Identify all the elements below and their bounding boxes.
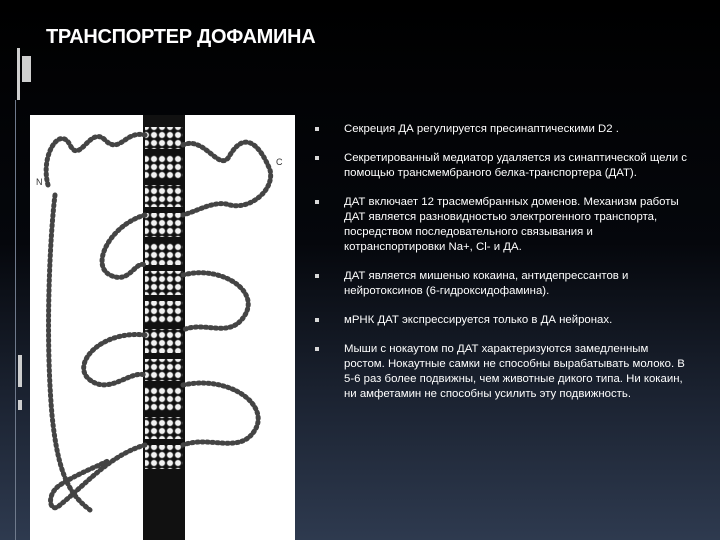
bullet-item	[315, 195, 690, 255]
bullet-marker	[315, 156, 319, 160]
side-rule-line	[15, 100, 16, 540]
bullet-text: Секретированный медиатор удаляется из синаптической щели с помощью трансмембраного белка-транспортера (ДАТ).	[344, 152, 687, 179]
bullet-item	[315, 313, 690, 328]
bullet-item	[315, 151, 690, 181]
slide-title: ТРАНСПОРТЕР ДОФАМИНА	[46, 26, 316, 48]
bullet-marker	[315, 127, 319, 131]
bullet-text: Секреция ДА регулируется пресинаптическими D2 .	[344, 123, 619, 135]
bullet-marker	[315, 318, 319, 322]
title-accent-block	[22, 56, 31, 82]
dat-topology-diagram	[30, 115, 295, 540]
bullet-marker	[315, 274, 319, 278]
bullet-text: ДАТ является мишенью кокаина, антидепрессантов и нейротоксинов (6-гидроксидофамина).	[344, 270, 629, 297]
title-accent-bar	[17, 48, 20, 100]
bullet-marker	[315, 200, 319, 204]
bullet-item	[315, 342, 690, 402]
dat-topology-figure	[30, 115, 295, 540]
bullet-text: Мыши с нокаутом по ДАТ характеризуются замедленным ростом. Нокаутные самки не способны вырабатывать молоко. В 5-6 раз более подвижны, чем животные дикого типа. Ни кокаин, ни амфетамин не способны усилить эту подвижность.	[344, 343, 685, 400]
terminal-n-label: N	[36, 177, 43, 187]
bullet-text: ДАТ включает 12 трасмембранных доменов. Механизм работы ДАТ является разновидностью электрогенного транспорта, посредством последовательного связывания и котранспортировки Na+, Cl- и ДА.	[344, 196, 679, 253]
bullet-marker	[315, 347, 319, 351]
terminal-c-label: C	[276, 157, 283, 167]
bullet-item	[315, 269, 690, 299]
side-accent-mark	[18, 355, 22, 387]
side-accent-mark-small	[18, 400, 22, 410]
bullet-item	[315, 122, 690, 137]
bullet-list	[315, 122, 690, 416]
bullet-text: мРНК ДАТ экспрессируется только в ДА нейронах.	[344, 314, 613, 326]
